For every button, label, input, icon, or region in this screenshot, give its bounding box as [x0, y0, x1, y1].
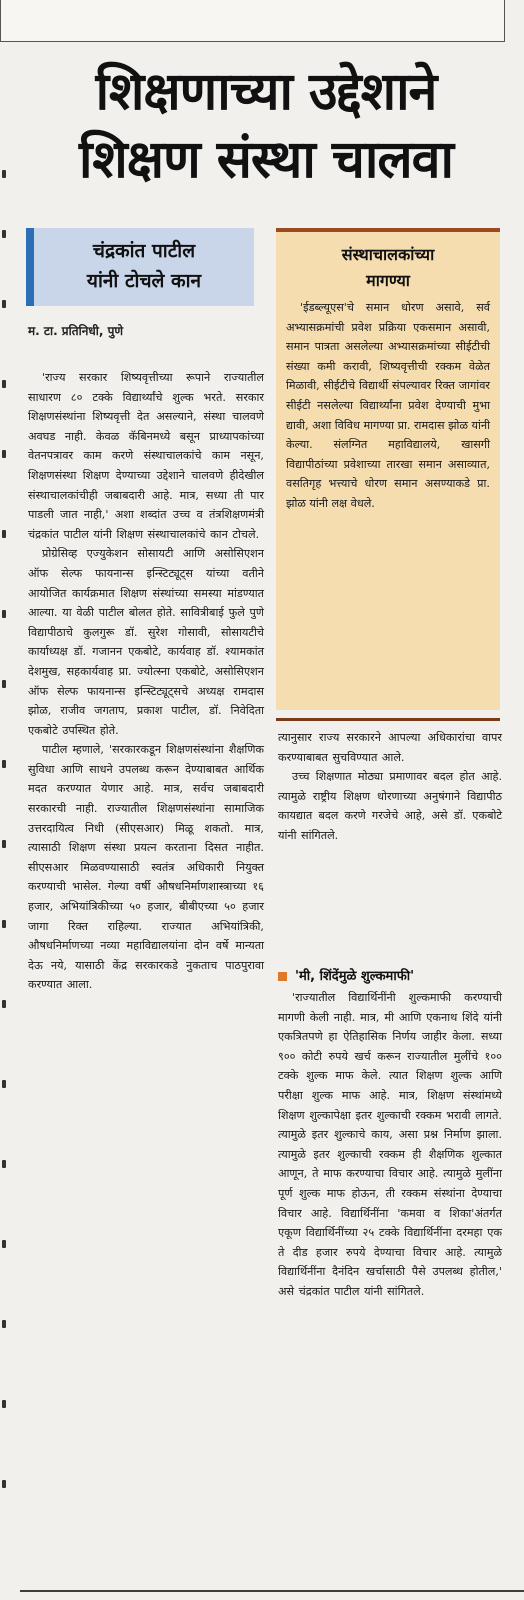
demands-sidebar-box [276, 228, 500, 710]
section-heading [278, 966, 502, 984]
sub-headline-box [26, 228, 254, 306]
section-body [278, 988, 502, 1302]
adjacent-column-edge [0, 150, 14, 1600]
body-paragraph: 'राज्यातील विद्यार्थिनींनी शुल्कमाफी करण्याची मागणी केली नाही. मात्र, मी आणि एकनाथ शिंदे यांनी एकत्रितपणे हा ऐतिहासिक निर्णय जाहीर केला. सध्या ९०० कोटी रुपये खर्च करून राज्यातील मुलींचे १०० टक्के शुल्क माफ केले. त्यात शिक्षण शुल्क आणि परीक्षा शुल्क माफ आहे. मात्र, शिक्षण संस्थांमध्ये शिक्षण शुल्कापेक्षा इतर शुल्काची रक्कम भरावी लागते. त्यामुळे इतर शुल्काचे काय, असा प्रश्न निर्माण झाला. त्यामुळे इतर शुल्काची रक्कम ही शैक्षणिक शुल्कात आणून, ते माफ करण्याचा विचार आहे. त्यामुळे मुलींना पूर्ण शुल्क माफ होऊन, ती रक्कम संस्थांना देण्याचा विचार आहे. विद्यार्थिनींना 'कमवा व शिका'अंतर्गत एकूण विद्यार्थिनींच्या २५ टक्के विद्यार्थिनींना दरमहा एक ते दीड हजार रुपये देण्याचा विचार आहे. त्यामुळे विद्यार्थिनींना दैनंदिन खर्चासाठी पैसे उपलब्ध होतील,' असे चंद्रकांत पाटील यांनी सांगितले. [278, 991, 502, 1298]
body-paragraph: प्रोग्रेसिव्ह एज्युकेशन सोसायटी आणि असोसिएशन ऑफ सेल्फ फायनान्स इन्स्टिट्यूट्स यांच्या वतीने आयोजित कार्यक्रमात शिक्षण संस्थांच्या समस्या मांडण्यात आल्या. या वेळी पाटील बोलत होते. सावित्रीबाई फुले पुणे विद्यापीठाचे कुलगुरू डॉ. सुरेश गोसावी, सोसायटीचे कार्याध्यक्ष डॉ. गजानन एकबोटे, कार्यवाह डॉ. श्यामकांत देशमुख, सहकार्यवाह प्रा. ज्योत्स्ना एकबोटे, असोसिएशन ऑफ सेल्फ फायनान्स इन्स्टिट्यूट्सचे अध्यक्ष रामदास झोळ, राजीव जगताप, प्रकाश पाटील, डॉ. निवेदिता एकबोटे उपस्थित होते. [28, 547, 264, 737]
sidebar-title-line-2: मागण्या [366, 271, 410, 290]
byline: म. टा. प्रतिनिधी, पुणे [28, 324, 124, 338]
headline-line-2: शिक्षण संस्था चालवा [78, 130, 454, 190]
orange-square-bullet-icon [278, 972, 287, 981]
headline-line-1: शिक्षणाच्या उद्देशाने [95, 62, 437, 122]
body-paragraph: उच्च शिक्षणात मोठ्या प्रमाणावर बदल होत आहे. त्यामुळे राष्ट्रीय शिक्षण धोरणाच्या अनुषंगाने विद्यापीठ कायद्यात बदल करणे गरजेचे आहे, असे डॉ. एकबोटे यांनी सांगितले. [278, 770, 502, 842]
article-headline [24, 58, 508, 194]
sub-headline-line-1: चंद्रकांत पाटील [92, 240, 196, 262]
sidebar-title [286, 242, 490, 294]
body-paragraph: त्यानुसार राज्य सरकारने आपल्या अधिकारांचा वापर करण्याबाबत सुचविण्यात आले. [278, 731, 502, 764]
body-paragraph: 'राज्य सरकार शिष्यवृत्तीच्या रूपाने राज्यातील साधारण ८० टक्के विद्यार्थ्यांचे शुल्क भरते. सरकार शिक्षणसंस्थांना शिष्यवृत्ती देत असल्याने, संस्था चालवणे अवघड नाही. केवळ कॅबिनमध्ये बसून प्राध्यापकांच्या वेतनपत्रावर काम करणे संस्थाचालकांचे काम नसून, शिक्षणसंस्था शिक्षण देण्याच्या उद्देशाने चालवणे हीदेखील संस्थाचालकांचीही जबाबदारी आहे. मात्र, सध्या ती पार पाडली जात नाही,' अशा शब्दांत उच्च व तंत्रशिक्षणमंत्री चंद्रकांत पाटील यांनी शिक्षण संस्थाचालकांचे कान टोचले. [28, 371, 264, 541]
sidebar-paragraph: 'ईडब्ल्यूएस'चे समान धोरण असावे, सर्व अभ्यासक्रमांची प्रवेश प्रक्रिया एकसमान असावी, समान पात्रता असलेल्या अभ्यासक्रमांच्या सीईटीची संख्या कमी करावी, शिष्यवृत्तीची रक्कम वेळेत मिळावी, सीईटीचे विद्यार्थी संपल्यावर रिक्त जागांवर सीईटी नसलेल्या विद्यार्थ्यांना प्रवेश देण्याची मुभा द्यावी, अशा विविध मागण्या प्रा. रामदास झोळ यांनी केल्या. संलग्नित महाविद्यालये, खासगी विद्यापीठांच्या प्रवेशाच्या तारखा समान असाव्यात, वसतिगृह भत्त्याचे धोरण समान असण्याकडे प्रा. झोळ यांनी लक्ष वेधले. [286, 301, 491, 510]
sidebar-title-line-1: संस्थाचालकांच्या [341, 245, 435, 264]
body-paragraph: पाटील म्हणाले, 'सरकारकडून शिक्षणसंस्थांना शैक्षणिक सुविधा आणि साधने उपलब्ध करून देण्याबाबत आर्थिक मदत करण्यात येणार आहे. मात्र, सर्वच जबाबदारी सरकारची नाही. राज्यातील शिक्षणसंस्थांना सामाजिक उत्तरदायित्व निधी (सीएसआर) मिळू शकतो. मात्र, त्यासाठी शिक्षण संस्था प्रयत्न करताना दिसत नाहीत. सीएसआर मिळवण्यासाठी स्वतंत्र अधिकारी नियुक्त करण्याची भासेल. गेल्या वर्षी औषधनिर्माणशास्त्राच्या १६ हजार, अभियांत्रिकीच्या ५० हजार, बीबीएच्या ५० हजार जागा रिक्त राहिल्या. राज्यात अभियांत्रिकी, औषधनिर्माणच्या नव्या महाविद्यालयांना दोन वर्षे मान्यता देऊ नये, यासाठी केंद्र सरकारकडे नुकताच पाठपुरावा करण्यात आला. [28, 743, 264, 992]
sidebar-bottom-rule [276, 718, 500, 721]
page-bottom-rule [20, 1590, 524, 1592]
sub-headline-line-2: यांनी टोचले कान [86, 270, 202, 292]
section-heading-text: 'मी, शिंदेंमुळे शुल्कमाफी' [295, 969, 415, 984]
right-column-body [278, 728, 502, 846]
sidebar-body [286, 298, 490, 514]
left-column-body [28, 368, 264, 995]
previous-article-box [0, 0, 505, 42]
